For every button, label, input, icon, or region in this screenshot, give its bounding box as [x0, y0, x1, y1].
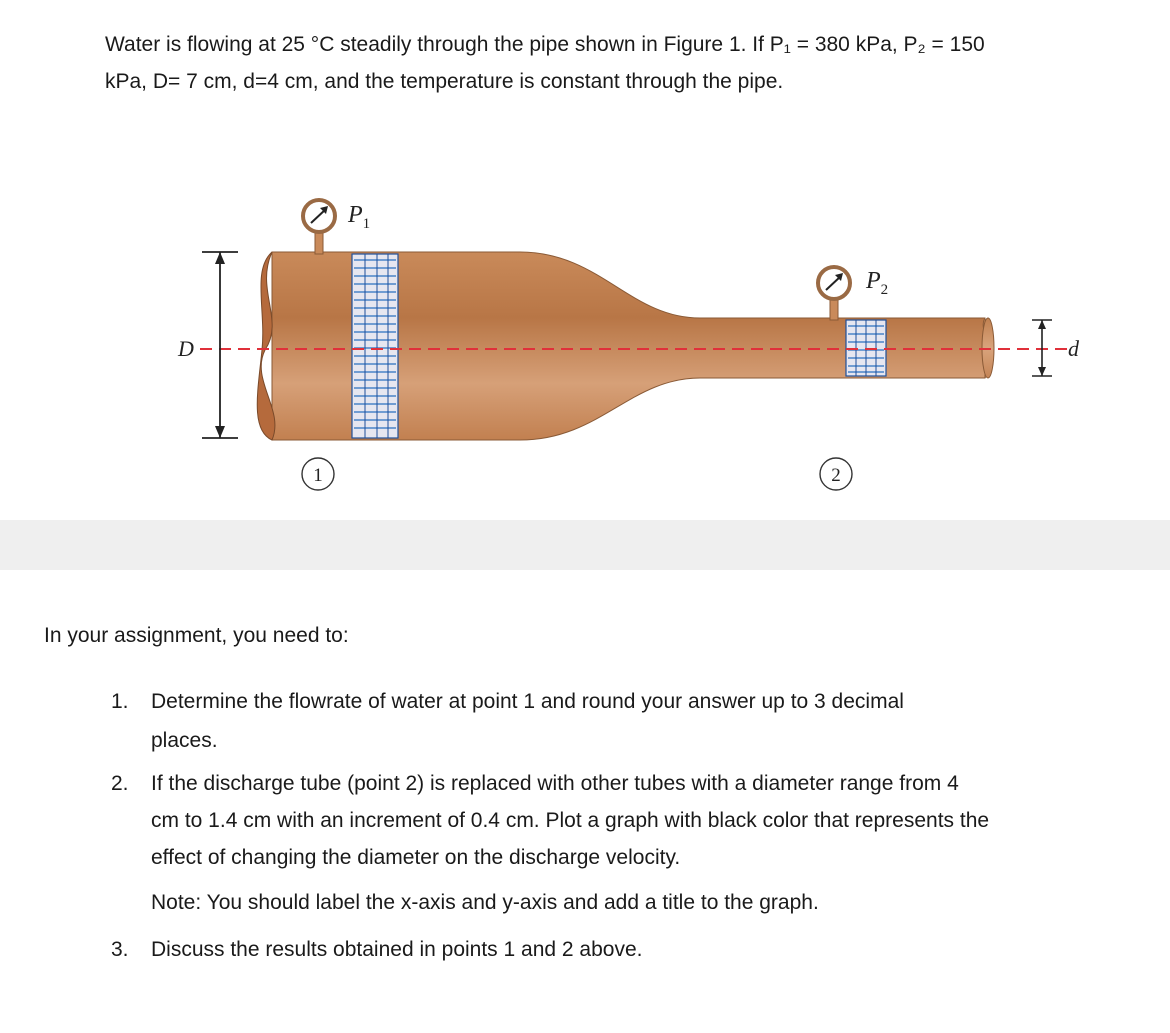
pressure-gauge-1 — [303, 200, 335, 254]
problem-line-1: Water is flowing at 25 °C steadily through the pipe shown in Figure 1. If P₁ = 380 kPa, P₂ = 150 — [105, 33, 985, 56]
label-P2: $P_2$ — [866, 268, 889, 298]
label-d: d — [1068, 336, 1079, 361]
velocity-profile-1 — [352, 254, 398, 438]
station-1-label: 1 — [313, 465, 323, 486]
pipe-diagram — [0, 170, 1170, 510]
pipe-figure — [0, 170, 1170, 510]
problem-statement — [105, 26, 1085, 100]
pressure-gauge-2 — [818, 267, 850, 320]
page-divider-band — [0, 520, 1170, 570]
assignment-lead: In your assignment, you need to: — [44, 624, 349, 647]
label-D: D — [178, 336, 194, 361]
problem-line-2: kPa, D= 7 cm, d=4 cm, and the temperature is constant through the pipe. — [105, 70, 784, 93]
dimension-D — [202, 252, 238, 438]
station-2-label: 2 — [831, 465, 841, 486]
label-P1: $P_1$ — [348, 202, 371, 232]
